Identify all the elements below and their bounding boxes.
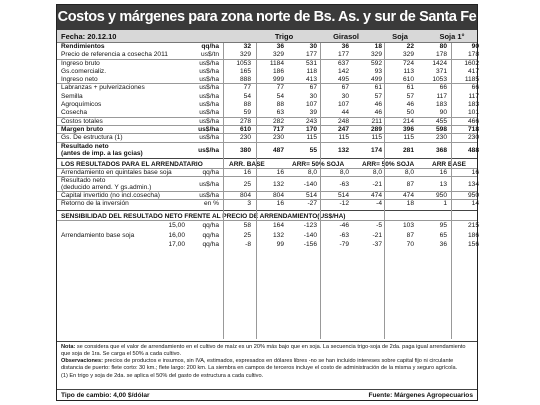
column-divider	[384, 43, 385, 339]
cell-value: 718	[467, 125, 479, 133]
row-unit: us$/ha	[198, 146, 219, 154]
cell-value: 57	[374, 92, 382, 100]
sensitivity-row	[57, 231, 477, 241]
row-unit: us$/ha	[199, 84, 219, 92]
cell-value: 592	[370, 59, 382, 67]
cell-value: 170	[305, 125, 317, 133]
cell-value: 67	[309, 84, 317, 92]
cell-value: 214	[402, 117, 414, 125]
cell-value: 134	[467, 180, 479, 188]
table-row	[57, 43, 477, 51]
cell-value: 13	[439, 180, 447, 188]
cell-value: 18	[374, 43, 382, 50]
cell-value: 115	[371, 134, 382, 142]
row-label: Semilla	[61, 92, 83, 100]
sensitivity-label: Arrendamiento base soja	[61, 231, 135, 239]
cell-value: 156	[467, 241, 479, 249]
cell-value: 183	[435, 101, 447, 109]
cell-value: 278	[239, 117, 251, 125]
scenario-header: ARR BASE	[432, 160, 466, 168]
table-row	[57, 109, 477, 117]
row-unit: qq/ha	[202, 231, 219, 239]
cell-value: 77	[276, 84, 284, 92]
cell-value: 211	[371, 117, 382, 125]
cell-value: 103	[402, 222, 414, 230]
exchange-rate: Tipo de cambio: 4,00 $/dólar	[61, 392, 150, 399]
table-header	[57, 30, 477, 43]
cell-value: 999	[272, 76, 284, 84]
table-footer	[57, 389, 477, 400]
column-divider	[451, 43, 452, 339]
row-label: Agroquímicos	[61, 101, 102, 109]
table-row	[57, 134, 477, 142]
cell-value: 230	[272, 134, 284, 142]
cell-value: 1053	[236, 59, 251, 67]
cell-value: 117	[436, 92, 447, 100]
cell-value: 230	[435, 134, 447, 142]
sensitivity-row	[57, 221, 477, 231]
cell-value: 1	[443, 200, 447, 208]
cell-value: 115	[306, 134, 317, 142]
cell-value: 888	[239, 76, 251, 84]
cell-value: 1053	[432, 76, 447, 84]
cell-value: -12	[339, 200, 349, 208]
cell-value: 18	[406, 200, 414, 208]
row-label: Costos totales	[61, 117, 103, 125]
cell-value: 183	[467, 101, 479, 109]
crop-header-girasol: Girasol	[333, 32, 359, 41]
cell-value: 132	[272, 231, 284, 239]
cell-value: 230	[467, 134, 479, 142]
cell-value: 54	[243, 92, 251, 100]
cell-value: 115	[403, 134, 414, 142]
footnote: (1) En trigo y soja de 2da. se aplica el 50% del gasto de estructura a cada cultivo.	[61, 372, 264, 379]
row-unit: us$/ha	[199, 92, 219, 100]
row-label: Gs. De estructura (1)	[61, 134, 123, 142]
date-label: Fecha: 20.12.10	[61, 32, 117, 41]
cell-value: 329	[370, 51, 382, 59]
sensitivity-row	[57, 240, 477, 250]
cell-value: 488	[467, 146, 479, 154]
arrendatario-row	[57, 200, 477, 208]
cell-value: 329	[272, 51, 284, 59]
cell-value: 598	[435, 125, 447, 133]
crop-header-soja: Soja	[392, 32, 408, 41]
cell-value: 39	[309, 109, 317, 117]
cell-value: 77	[243, 84, 251, 92]
cell-value: 455	[435, 117, 447, 125]
cell-value: 90	[471, 43, 479, 50]
cell-value: 63	[276, 109, 284, 117]
note-paragraph: Nota: se considera que el valor de arrendamiento en el cultivo de maíz es un 20% más bajo que en soja. La secuencia trigo-soja de 2da. paga igual arrendamiento que soja de 1ra. Se carga el 50% a cada cultivo.	[61, 344, 466, 357]
cell-value: 30	[309, 92, 317, 100]
cell-value: 87	[406, 231, 414, 239]
cell-value: 16	[471, 168, 479, 176]
cell-value: -46	[339, 222, 349, 230]
cell-value: 16	[243, 168, 251, 176]
cell-value: -63	[339, 180, 349, 188]
cell-value: 3	[247, 200, 251, 208]
cell-value: 282	[272, 117, 284, 125]
cell-value: 950	[435, 191, 447, 199]
cell-value: 1184	[269, 59, 284, 67]
cell-value: 177	[305, 51, 317, 59]
row-unit: us$/ha	[199, 117, 219, 125]
cell-value: 717	[272, 125, 284, 133]
cell-value: 65	[439, 231, 447, 239]
cell-value: 36	[439, 241, 447, 249]
crop-header-soja-1: Soja 1°	[439, 32, 465, 41]
table-row	[57, 76, 477, 84]
cell-value: 115	[338, 134, 349, 142]
cell-value: 132	[272, 180, 284, 188]
row-label: Resultado neto (deducido arrend. Y gs.admin.)	[61, 176, 152, 192]
cell-value: 637	[337, 59, 349, 67]
cell-value: -140	[303, 180, 317, 188]
cell-value: 329	[402, 51, 414, 59]
cell-value: 610	[239, 125, 251, 133]
row-label: Arrendamiento en quintales base soja	[61, 168, 172, 176]
cell-value: 215	[467, 222, 479, 230]
cell-value: -4	[376, 200, 382, 208]
table-row	[57, 126, 477, 134]
arrendatario-section-header	[57, 158, 477, 169]
table-title: Costos y márgenes para zona norte de Bs. As. y sur de Santa Fe	[57, 5, 477, 30]
cell-value: 248	[337, 117, 349, 125]
cell-value: 57	[406, 92, 414, 100]
cell-value: 88	[243, 101, 251, 109]
cell-value: -5	[376, 222, 382, 230]
cell-value: -21	[372, 180, 382, 188]
cell-value: 16	[439, 168, 447, 176]
cell-value: 32	[243, 43, 251, 50]
cell-value: 61	[374, 84, 382, 92]
row-label: Cosecha	[61, 109, 88, 117]
cell-value: 46	[374, 109, 382, 117]
cell-value: 22	[406, 43, 414, 50]
cell-value: 186	[272, 67, 284, 75]
row-unit: us$/ha	[199, 191, 219, 199]
cell-value: 247	[337, 125, 349, 133]
arrendatario-row	[57, 192, 477, 200]
row-label: Precio de referencia a cosecha 2011	[61, 51, 168, 59]
cell-value: 30	[341, 92, 349, 100]
cell-value: 380	[239, 146, 251, 154]
cell-value: 36	[276, 43, 284, 50]
column-divider	[223, 43, 224, 339]
cell-value: 50	[406, 109, 414, 117]
cell-value: 514	[337, 191, 349, 199]
scenario-header: ARR. BASE	[229, 160, 265, 168]
cell-value: 417	[467, 67, 479, 75]
cell-value: 8,0	[372, 168, 382, 176]
cell-value: 1424	[432, 59, 447, 67]
cell-value: 118	[306, 67, 317, 75]
row-unit: us$/ha	[199, 134, 219, 142]
cell-value: 87	[406, 180, 414, 188]
row-unit: us$/tn	[201, 51, 219, 59]
cell-value: -8	[245, 241, 251, 249]
cell-value: 230	[239, 134, 251, 142]
row-unit: us$/ha	[199, 76, 219, 84]
row-label: Ingreso neto	[61, 76, 98, 84]
notes-block	[57, 341, 477, 382]
cell-value: 495	[337, 76, 349, 84]
cell-value: 1185	[464, 76, 479, 84]
section-title: SENSIBILIDAD DEL RESULTADO NETO FRENTE AL PRECIO DE ARRENDAMIENTO(US$/HA)	[61, 213, 346, 221]
cell-value: 30	[309, 43, 317, 50]
cell-value: 804	[239, 191, 251, 199]
row-label: Capital invertido (no incl.cosecha)	[61, 191, 160, 199]
cell-value: 164	[272, 222, 284, 230]
cell-value: 8,0	[307, 168, 317, 176]
cell-value: 466	[467, 117, 479, 125]
cell-value: 132	[337, 146, 349, 154]
crop-header-trigo: Trigo	[274, 32, 294, 41]
cell-value: 16	[276, 200, 284, 208]
cell-value: 177	[337, 51, 349, 59]
cell-value: 88	[276, 101, 284, 109]
column-divider	[320, 43, 321, 339]
table-row	[57, 84, 477, 92]
cell-value: -37	[372, 241, 382, 249]
row-unit: us$/ha	[199, 101, 219, 109]
cell-value: 67	[341, 84, 349, 92]
cell-value: 186	[467, 231, 479, 239]
source: Fuente: Márgenes Agropecuarios	[368, 392, 473, 399]
cell-value: 950	[467, 191, 479, 199]
cell-value: 107	[337, 101, 349, 109]
cell-value: 474	[370, 191, 382, 199]
cell-value: 55	[309, 146, 317, 154]
row-label: Retorno de la inversión	[61, 200, 129, 208]
arrendatario-row	[57, 177, 477, 192]
cell-value: 368	[435, 146, 447, 154]
cell-value: 117	[468, 92, 479, 100]
column-divider	[256, 43, 257, 339]
sensitivity-section-header	[57, 210, 477, 221]
cell-value: 531	[305, 59, 317, 67]
cell-value: 99	[276, 241, 284, 249]
cell-value: 25	[243, 180, 251, 188]
cell-value: 46	[406, 101, 414, 109]
cell-value: -156	[303, 241, 317, 249]
row-unit: us$/ha	[199, 180, 219, 188]
cell-value: 178	[467, 51, 479, 59]
cell-value: 396	[402, 125, 414, 133]
cell-value: -21	[372, 231, 382, 239]
scenario-header: ARR= 50% SOJA	[292, 160, 345, 168]
cell-value: 8,0	[404, 168, 414, 176]
cell-value: 101	[467, 109, 479, 117]
cell-value: 371	[435, 67, 447, 75]
row-label: Labranzas + pulverizaciones	[61, 84, 145, 92]
cell-value: 8,0	[339, 168, 349, 176]
scenario-header: ARR= 50% SOJA	[362, 160, 415, 168]
cell-value: -79	[339, 241, 349, 249]
cell-value: 58	[243, 222, 251, 230]
cell-value: 142	[337, 67, 349, 75]
table-row	[57, 118, 477, 126]
arrendatario-row	[57, 169, 477, 177]
row-unit: us$/ha	[199, 109, 219, 117]
cell-value: -123	[303, 222, 317, 230]
main-table	[57, 43, 477, 250]
cell-value: 804	[272, 191, 284, 199]
sensitivity-block	[57, 221, 477, 250]
cell-value: -140	[303, 231, 317, 239]
observations-paragraph: Observaciones: precios de productos e insumos, sin IVA, estimados, expresados en dólares libres -no se han incluido intereses sobre capital fijo ni circulante distancia de puerto: flete corto: 30 km.; flete largo: 200 km. La siembra en campos de terceros incluye el costo de administración de la misma y seguro agrícola.	[61, 358, 458, 372]
row-unit: qq/ha	[202, 222, 219, 230]
cell-value: 243	[305, 117, 317, 125]
cell-value: 514	[305, 191, 317, 199]
row-label: Resultado neto (antes de imp. a las gcias)	[61, 142, 143, 158]
table-row	[57, 143, 477, 158]
sensitivity-qq: 15,00	[168, 222, 185, 230]
row-unit: qq/ha	[202, 168, 219, 176]
row-label: Rendimientos	[61, 43, 105, 50]
cell-value: 90	[439, 109, 447, 117]
cell-value: 1602	[464, 59, 479, 67]
row-label: Gs.comercializ.	[61, 67, 107, 75]
cell-value: 289	[370, 125, 382, 133]
sensitivity-qq: 16,00	[168, 231, 185, 239]
cell-value: 724	[402, 59, 414, 67]
row-label: Margen bruto	[61, 125, 104, 133]
cell-value: 66	[439, 84, 447, 92]
cell-value: 107	[305, 101, 317, 109]
section-title: LOS RESULTADOS PARA EL ARRENDATARIO	[61, 160, 203, 168]
cell-value: 499	[370, 76, 382, 84]
cell-value: 16	[276, 168, 284, 176]
costs-table-card	[56, 4, 478, 401]
cell-value: 113	[403, 67, 414, 75]
sensitivity-qq: 17,00	[168, 241, 185, 249]
cell-value: 413	[305, 76, 317, 84]
row-unit: qq/ha	[201, 43, 219, 50]
cell-value: 44	[341, 109, 349, 117]
row-label: Ingreso bruto	[61, 59, 100, 67]
cell-value: 610	[402, 76, 414, 84]
cell-value: 54	[276, 92, 284, 100]
cell-value: 66	[471, 84, 479, 92]
row-unit: en %	[203, 200, 219, 208]
cell-value: 36	[341, 43, 349, 50]
table-row	[57, 93, 477, 101]
cell-value: -63	[339, 231, 349, 239]
cell-value: 165	[239, 67, 251, 75]
cell-value: 93	[374, 67, 382, 75]
row-unit: us$/ha	[198, 125, 219, 133]
cell-value: 14	[471, 200, 479, 208]
cell-value: 95	[439, 222, 447, 230]
cell-value: 174	[370, 146, 382, 154]
cell-value: 70	[406, 241, 414, 249]
cell-value: 25	[243, 231, 251, 239]
table-row	[57, 101, 477, 109]
cell-value: 80	[439, 43, 447, 50]
cell-value: 281	[402, 146, 414, 154]
cell-value: 59	[243, 109, 251, 117]
table-row	[57, 51, 477, 59]
cell-value: 474	[402, 191, 414, 199]
cell-value: 329	[239, 51, 251, 59]
cell-value: 46	[374, 101, 382, 109]
cell-value: 61	[406, 84, 414, 92]
cell-value: -27	[307, 200, 317, 208]
cell-value: 178	[435, 51, 447, 59]
row-unit: qq/ha	[202, 241, 219, 249]
table-row	[57, 68, 477, 76]
cell-value: 487	[272, 146, 284, 154]
row-unit: us$/ha	[199, 67, 219, 75]
table-row	[57, 60, 477, 68]
row-unit: us$/ha	[199, 59, 219, 67]
